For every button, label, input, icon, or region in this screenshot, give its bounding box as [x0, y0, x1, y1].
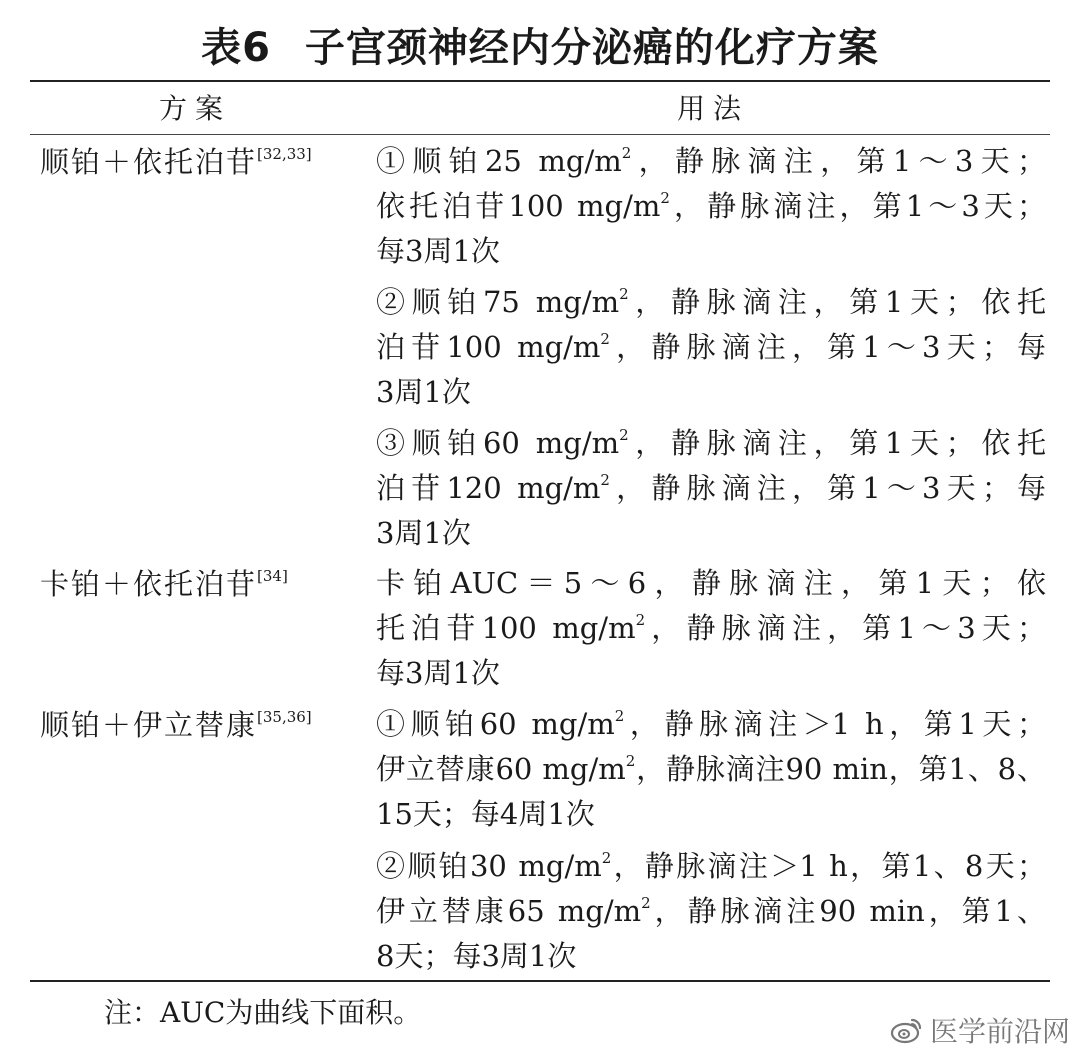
regimen-line: 15天；每4周1次 [376, 797, 595, 831]
scheme-cell [40, 561, 360, 607]
scheme-name: 卡铂＋依托泊苷 [40, 567, 258, 601]
regimen-block [376, 139, 1046, 274]
regimen-line: 泊苷120 $mg/m^2$，静脉滴注，第1～3天；每 [376, 471, 1047, 505]
reference-marker: [32,33] [257, 145, 312, 164]
regimen-block [376, 844, 1046, 979]
bottom-rule [30, 980, 1050, 982]
regimen-line: 依托泊苷100 $mg/m^2$，静脉滴注，第1～3天； [376, 189, 1046, 223]
regimen-line: ③顺铂60 $mg/m^2$，静脉滴注，第1天；依托 [376, 426, 1047, 460]
regimen-line: 卡铂AUC＝5～6，静脉滴注，第1天；依 [376, 566, 1046, 600]
table-number: 表6 [201, 25, 271, 71]
regimen-line: 8天；每3周1次 [376, 939, 577, 973]
regimen-line: ①顺铂60 $mg/m^2$，静脉滴注＞1 h，第1天； [376, 707, 1046, 741]
weibo-icon [890, 1015, 924, 1045]
regimen-block [376, 421, 1046, 556]
header-scheme: 方案 [158, 92, 231, 125]
regimen-line: 伊立替康60 $mg/m^2$，静脉滴注90 min，第1、8、 [376, 752, 1046, 786]
regimen-line: 3周1次 [376, 516, 471, 550]
top-rule [30, 80, 1050, 82]
regimen-line: 伊立替康65 $mg/m^2$，静脉滴注90 min，第1、 [376, 894, 1047, 928]
regimen-block [376, 561, 1046, 696]
reference-marker: [35,36] [257, 708, 312, 727]
header-usage: 用法 [676, 92, 749, 125]
scheme-name: 顺铂＋伊立替康 [40, 708, 258, 742]
scheme-cell [40, 139, 360, 185]
regimen-line: 托泊苷100 $mg/m^2$，静脉滴注，第1～3天； [376, 611, 1047, 645]
table-title [0, 22, 1080, 74]
regimen-line: 3周1次 [376, 375, 471, 409]
reference-marker: [34] [257, 567, 288, 586]
regimen-line: ②顺铂30 $mg/m^2$，静脉滴注＞1 h，第1、8天； [376, 849, 1047, 883]
table-footnote: 注：AUC为曲线下面积。 [104, 996, 422, 1029]
scheme-cell [40, 702, 360, 748]
regimen-block [376, 702, 1046, 837]
regimen-line: 每3周1次 [376, 234, 500, 268]
watermark-text: 医学前沿网 [929, 1015, 1070, 1048]
regimen-line: ②顺铂75 $mg/m^2$，静脉滴注，第1天；依托 [376, 285, 1047, 319]
header-rule [30, 134, 1050, 135]
regimen-block [376, 280, 1046, 415]
scheme-name: 顺铂＋依托泊苷 [40, 145, 258, 179]
regimen-line: ①顺铂25 $mg/m^2$，静脉滴注，第1～3天； [376, 144, 1047, 178]
regimen-line: 每3周1次 [376, 656, 500, 690]
watermark [890, 1010, 1070, 1050]
regimen-line: 泊苷100 $mg/m^2$，静脉滴注，第1～3天；每 [376, 330, 1047, 364]
table-caption: 子宫颈神经内分泌癌的化疗方案 [304, 25, 879, 71]
